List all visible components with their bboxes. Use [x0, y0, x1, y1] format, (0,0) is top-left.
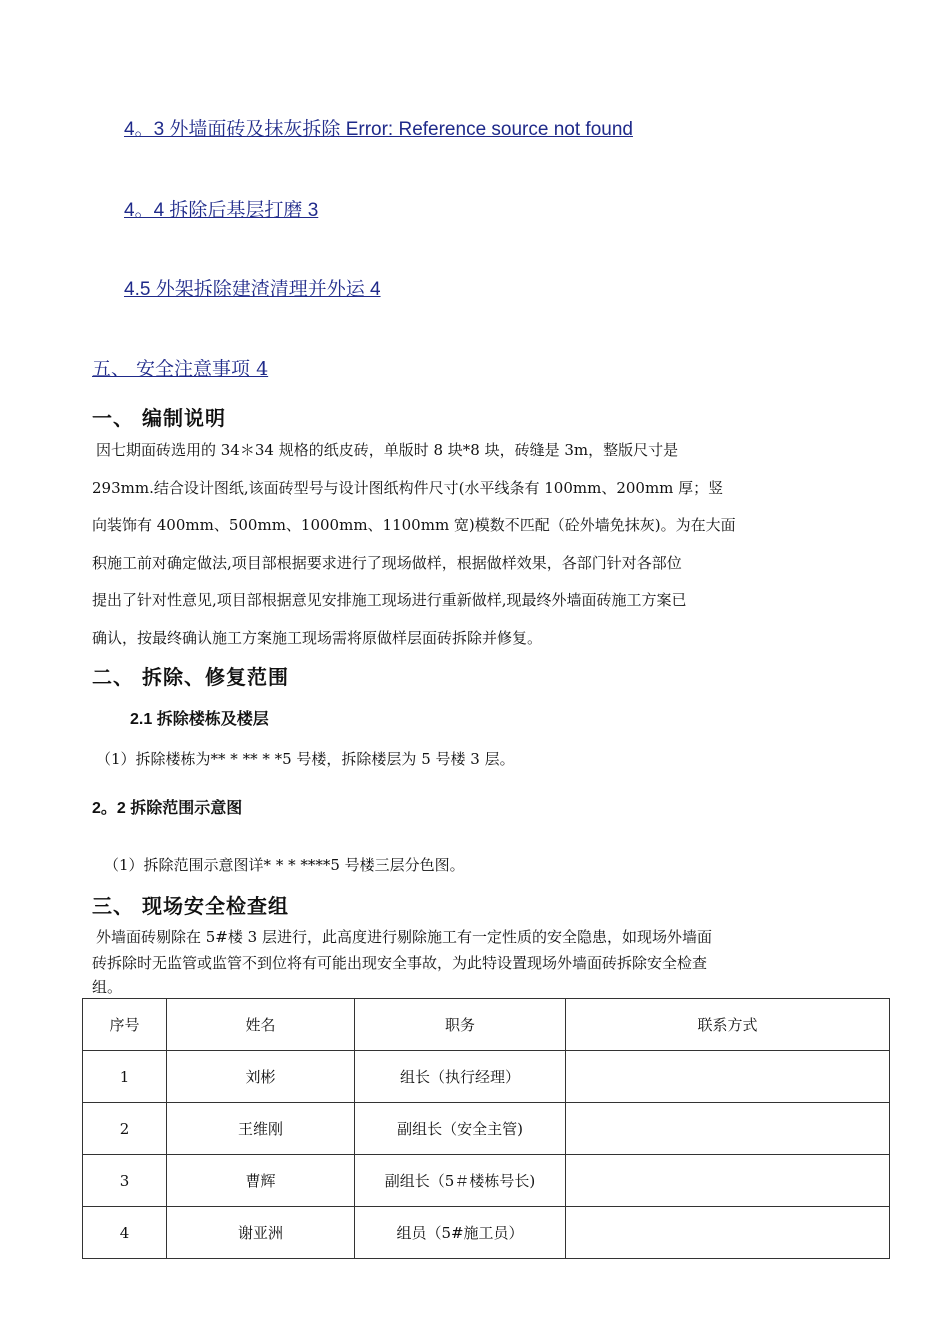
table-cell: 2 — [83, 1103, 167, 1155]
table-cell: 王维刚 — [167, 1103, 355, 1155]
toc-item-4-4[interactable]: 4。4 拆除后基层打磨 3 — [124, 200, 319, 221]
table-cell — [566, 1207, 890, 1259]
table-cell: 曹辉 — [167, 1155, 355, 1207]
table-row — [83, 1051, 890, 1103]
table-cell: 刘彬 — [167, 1051, 355, 1103]
table-cell: 4 — [83, 1207, 167, 1259]
table-row — [83, 1155, 890, 1207]
section3-line: 砖拆除时无监管或监管不到位将有可能出现安全事故，为此特设置现场外墙面砖拆除安全检查 — [92, 954, 708, 972]
table-cell: 谢亚洲 — [167, 1207, 355, 1259]
table-header-row — [83, 999, 890, 1051]
table-row — [83, 1103, 890, 1155]
section1-line: 提出了针对性意见,项目部根据意见安排施工现场进行重新做样,现最终外墙面砖施工方案已 — [92, 591, 687, 609]
section1-line: 293mm.结合设计图纸,该面砖型号与设计图纸构件尺寸(水平线条有 100mm、200mm 厚；竖 — [92, 478, 724, 497]
table-cell: 组员（5#施工员） — [355, 1207, 566, 1259]
section2-heading: 二、 拆除、修复范围 — [92, 665, 289, 689]
section1-line: 因七期面砖选用的 34＊34 规格的纸皮砖，单版时 8 块*8 块，砖缝是 3m，整版尺寸是 — [96, 441, 679, 459]
section2-2-text: （1）拆除范围示意图详* * * ****5 号楼三层分色图。 — [104, 856, 465, 874]
table-cell — [566, 1103, 890, 1155]
section3-line: 外墙面砖剔除在 5#楼 3 层进行，此高度进行剔除施工有一定性质的安全隐患，如现场外墙面 — [96, 928, 712, 946]
section1-line: 确认，按最终确认施工方案施工现场需将原做样层面砖拆除并修复。 — [92, 628, 543, 647]
section2-1-text: （1）拆除楼栋为** * ** * *5 号楼，拆除楼层为 5 号楼 3 层。 — [96, 750, 515, 768]
table-cell — [566, 1051, 890, 1103]
safety-group-table — [82, 998, 890, 1259]
toc-item-4-3[interactable]: 4。3 外墙面砖及抹灰拆除 Error: Reference source not found — [124, 119, 633, 140]
toc-item-5[interactable]: 五、 安全注意事项 4 — [92, 358, 269, 380]
section1-paragraph — [92, 432, 862, 657]
section1-line: 向装饰有 400mm、500mm、1000mm、1100mm 宽)模数不匹配（砼外墙免抹灰)。为在大面 — [92, 516, 736, 534]
table-header: 联系方式 — [566, 999, 890, 1051]
table-cell: 1 — [83, 1051, 167, 1103]
subheading-2-2: 2。2 拆除范围示意图 — [92, 800, 243, 817]
table-cell — [566, 1155, 890, 1207]
table-cell: 副组长（5＃楼栋号长) — [355, 1155, 566, 1207]
table-header: 职务 — [355, 999, 566, 1051]
table-header: 序号 — [83, 999, 167, 1051]
section3-heading: 三、 现场安全检查组 — [92, 894, 289, 918]
toc-item-4-5[interactable]: 4.5 外架拆除建渣清理并外运 4 — [124, 279, 381, 300]
section1-line: 积施工前对确定做法,项目部根据要求进行了现场做样，根据做样效果，各部门针对各部位 — [92, 553, 682, 572]
table-cell: 组长（执行经理） — [355, 1051, 566, 1103]
subheading-2-1: 2.1 拆除楼栋及楼层 — [130, 711, 269, 728]
table-cell: 3 — [83, 1155, 167, 1207]
section1-heading: 一、 编制说明 — [92, 406, 226, 430]
section3-paragraph — [92, 924, 882, 998]
table-cell: 副组长（安全主管) — [355, 1103, 566, 1155]
table-header: 姓名 — [167, 999, 355, 1051]
section3-line: 组。 — [92, 978, 123, 996]
table-row — [83, 1207, 890, 1259]
